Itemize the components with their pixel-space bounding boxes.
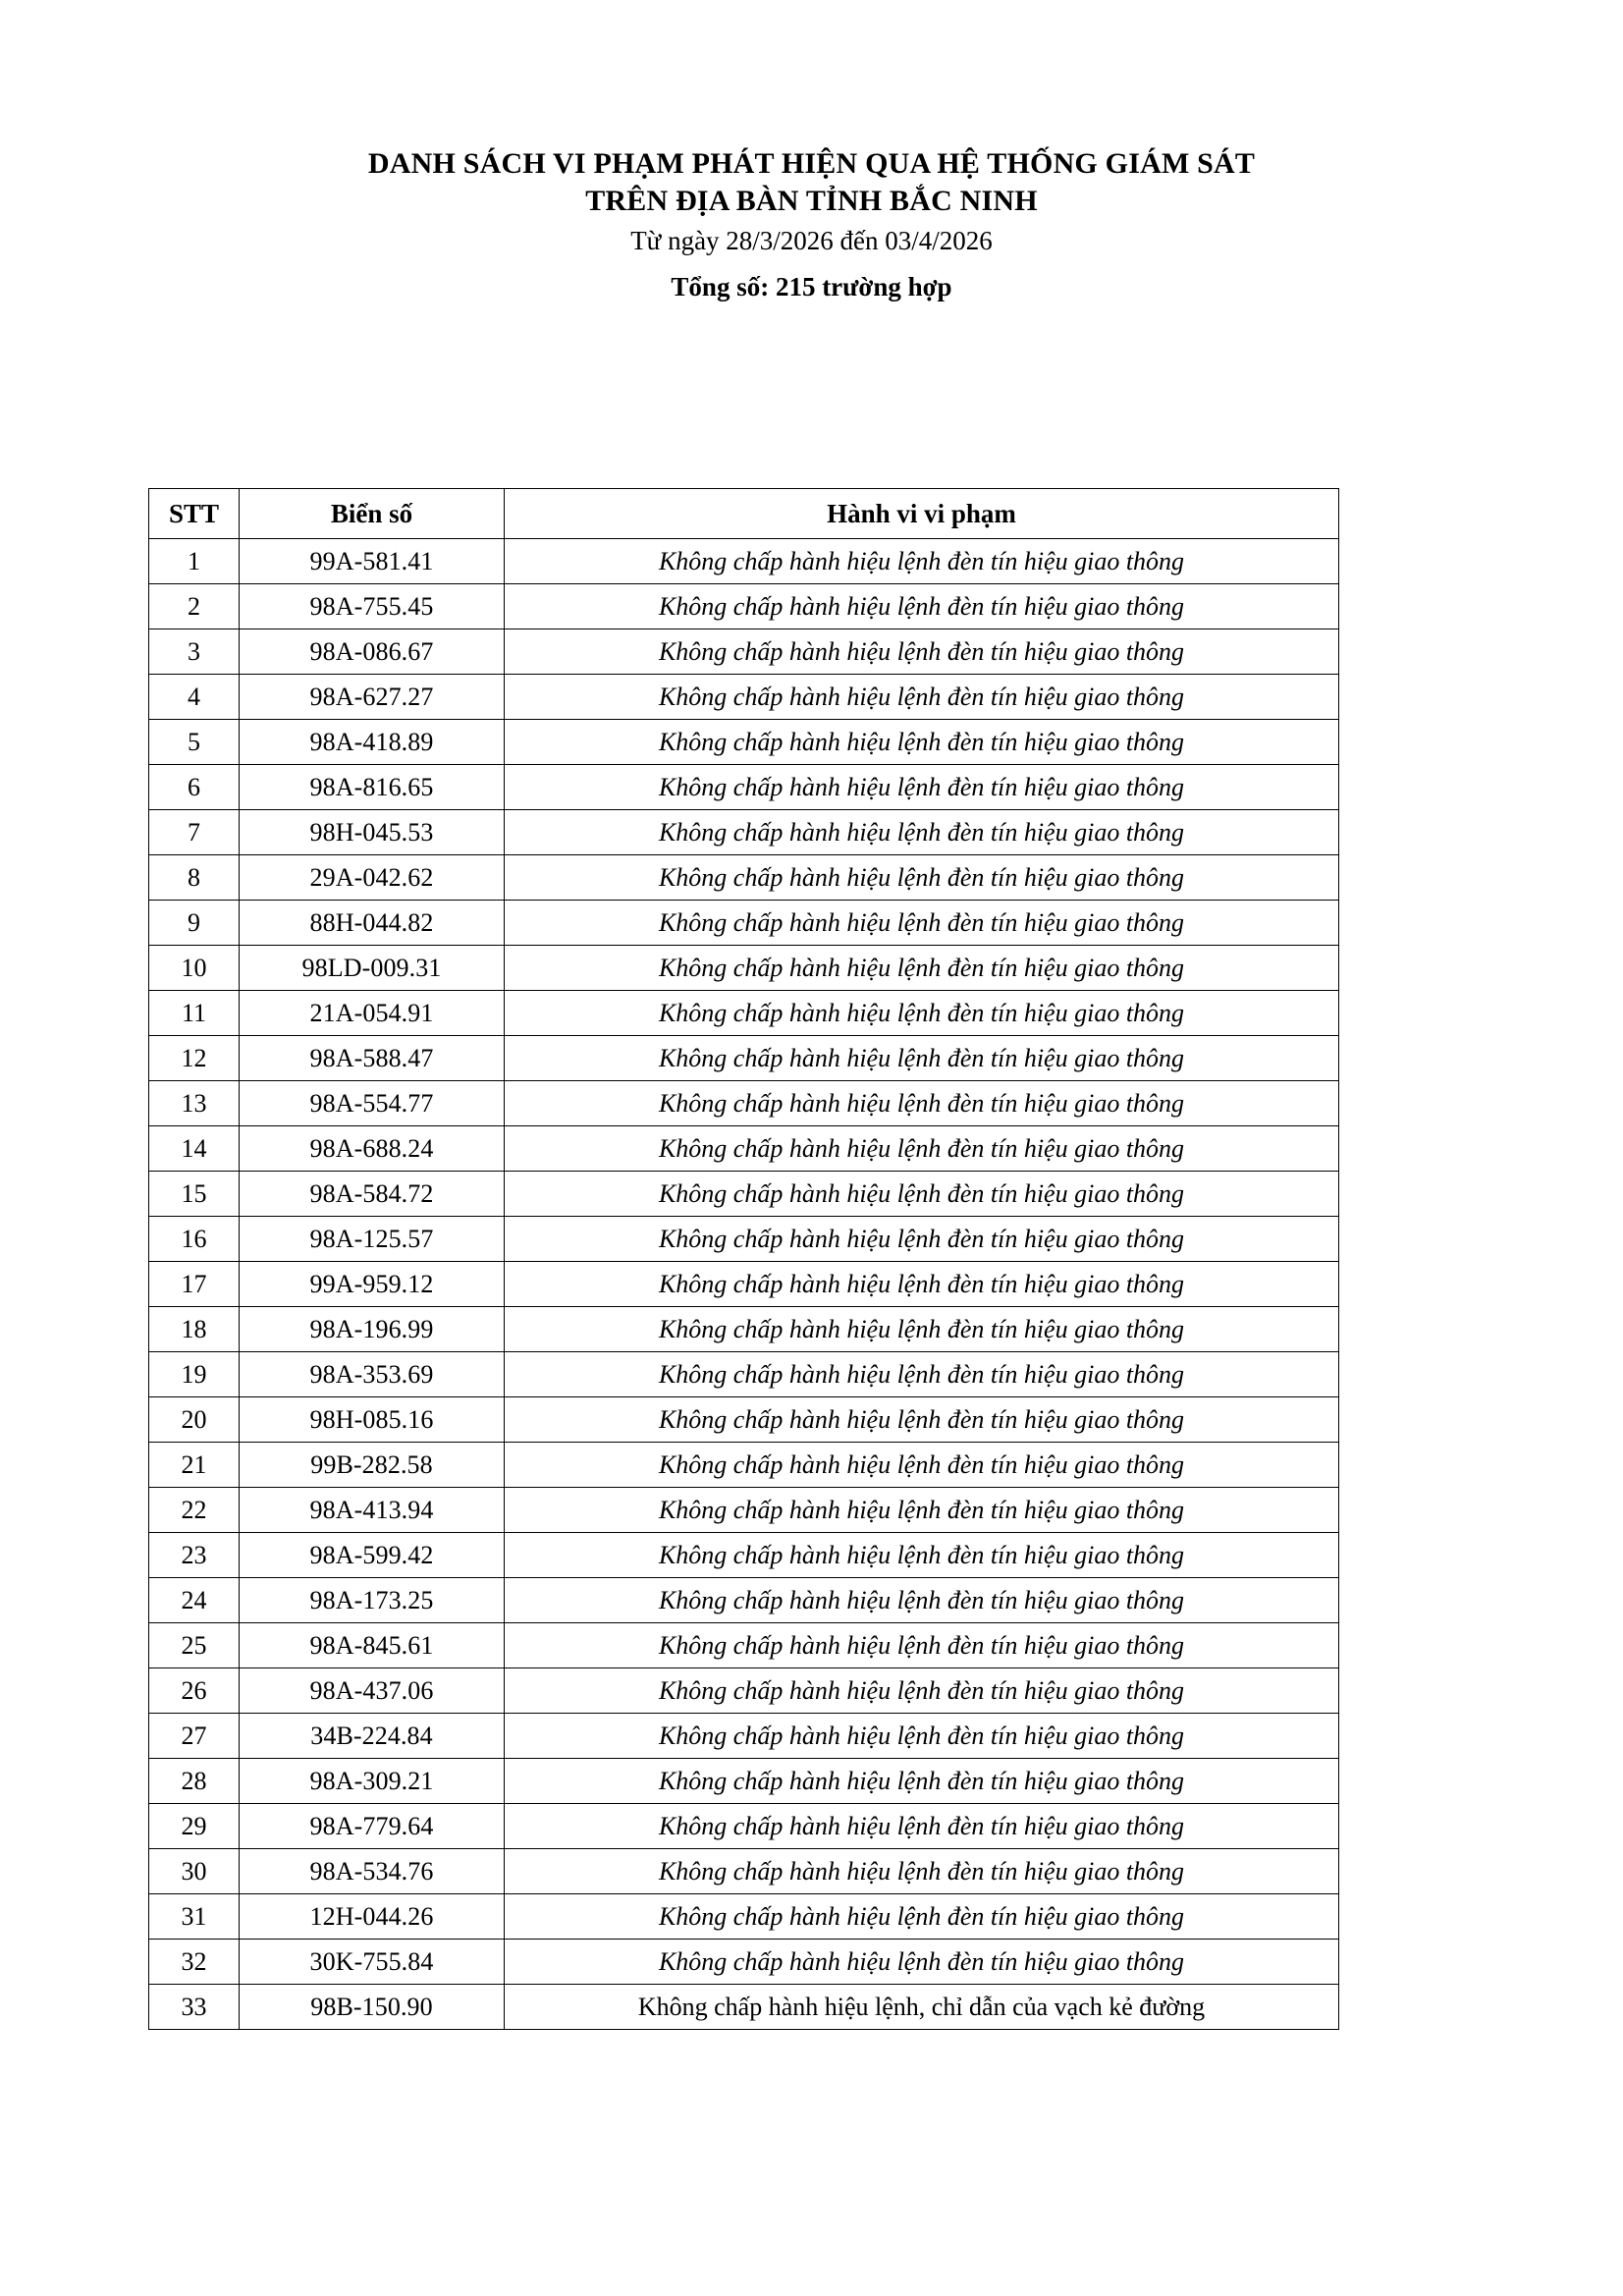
- cell-violation: Không chấp hành hiệu lệnh đèn tín hiệu giao thông: [505, 1488, 1339, 1533]
- cell-stt: 13: [149, 1081, 240, 1126]
- cell-violation: Không chấp hành hiệu lệnh đèn tín hiệu giao thông: [505, 1668, 1339, 1714]
- cell-violation: Không chấp hành hiệu lệnh đèn tín hiệu giao thông: [505, 1217, 1339, 1262]
- cell-plate: 98A-173.25: [240, 1578, 505, 1623]
- cell-plate: 98A-688.24: [240, 1126, 505, 1172]
- cell-violation: Không chấp hành hiệu lệnh đèn tín hiệu giao thông: [505, 1352, 1339, 1397]
- cell-stt: 17: [149, 1262, 240, 1307]
- cell-violation: Không chấp hành hiệu lệnh đèn tín hiệu giao thông: [505, 1443, 1339, 1488]
- cell-plate: 98A-534.76: [240, 1849, 505, 1894]
- cell-stt: 23: [149, 1533, 240, 1578]
- cell-stt: 12: [149, 1036, 240, 1081]
- cell-stt: 14: [149, 1126, 240, 1172]
- cell-stt: 7: [149, 810, 240, 855]
- table-row: [149, 946, 1339, 991]
- cell-violation: Không chấp hành hiệu lệnh đèn tín hiệu giao thông: [505, 1623, 1339, 1668]
- cell-stt: 21: [149, 1443, 240, 1488]
- cell-violation: Không chấp hành hiệu lệnh đèn tín hiệu giao thông: [505, 584, 1339, 629]
- cell-plate: 98A-584.72: [240, 1172, 505, 1217]
- cell-plate: 98A-125.57: [240, 1217, 505, 1262]
- cell-violation: Không chấp hành hiệu lệnh đèn tín hiệu giao thông: [505, 901, 1339, 946]
- cell-plate: 98A-845.61: [240, 1623, 505, 1668]
- table-row: [149, 1578, 1339, 1623]
- cell-stt: 22: [149, 1488, 240, 1533]
- cell-violation: Không chấp hành hiệu lệnh đèn tín hiệu giao thông: [505, 765, 1339, 810]
- date-range-label: Từ ngày 28/3/2026 đến 03/4/2026: [630, 225, 993, 255]
- cell-plate: 98A-779.64: [240, 1804, 505, 1849]
- cell-stt: 3: [149, 629, 240, 675]
- table-row: [149, 991, 1339, 1036]
- cell-violation: Không chấp hành hiệu lệnh đèn tín hiệu giao thông: [505, 1759, 1339, 1804]
- cell-stt: 25: [149, 1623, 240, 1668]
- cell-stt: 18: [149, 1307, 240, 1352]
- cell-plate: 12H-044.26: [240, 1894, 505, 1940]
- cell-plate: 34B-224.84: [240, 1714, 505, 1759]
- cell-violation: Không chấp hành hiệu lệnh đèn tín hiệu giao thông: [505, 1036, 1339, 1081]
- cell-violation: Không chấp hành hiệu lệnh đèn tín hiệu giao thông: [505, 1533, 1339, 1578]
- table-header-row: [149, 489, 1339, 539]
- cell-plate: 29A-042.62: [240, 855, 505, 901]
- cell-stt: 11: [149, 991, 240, 1036]
- table-row: [149, 1623, 1339, 1668]
- table-row: [149, 584, 1339, 629]
- table-row: [149, 720, 1339, 765]
- cell-plate: 98A-599.42: [240, 1533, 505, 1578]
- cell-stt: 8: [149, 855, 240, 901]
- document-title-line-1: DANH SÁCH VI PHẠM PHÁT HIỆN QUA HỆ THỐNG GIÁM SÁT: [367, 147, 1256, 180]
- column-header-violation: Hành vi vi phạm: [505, 489, 1339, 539]
- cell-plate: 98A-418.89: [240, 720, 505, 765]
- cell-violation: Không chấp hành hiệu lệnh đèn tín hiệu giao thông: [505, 1804, 1339, 1849]
- cell-stt: 27: [149, 1714, 240, 1759]
- table-row: [149, 1759, 1339, 1804]
- cell-stt: 30: [149, 1849, 240, 1894]
- cell-plate: 98A-413.94: [240, 1488, 505, 1533]
- table-row: [149, 1894, 1339, 1940]
- cell-plate: 99A-959.12: [240, 1262, 505, 1307]
- cell-stt: 33: [149, 1985, 240, 2030]
- cell-plate: 98A-554.77: [240, 1081, 505, 1126]
- table-row: [149, 675, 1339, 720]
- cell-stt: 4: [149, 675, 240, 720]
- cell-stt: 28: [149, 1759, 240, 1804]
- cell-plate: 98A-588.47: [240, 1036, 505, 1081]
- table-row: [149, 1668, 1339, 1714]
- table-row: [149, 629, 1339, 675]
- cell-violation: Không chấp hành hiệu lệnh, chỉ dẫn của vạch kẻ đường: [505, 1985, 1339, 2030]
- cell-violation: Không chấp hành hiệu lệnh đèn tín hiệu giao thông: [505, 1894, 1339, 1940]
- cell-stt: 6: [149, 765, 240, 810]
- cell-violation: Không chấp hành hiệu lệnh đèn tín hiệu giao thông: [505, 1714, 1339, 1759]
- cell-violation: Không chấp hành hiệu lệnh đèn tín hiệu giao thông: [505, 810, 1339, 855]
- table-row: [149, 1985, 1339, 2030]
- cell-plate: 30K-755.84: [240, 1940, 505, 1985]
- cell-violation: Không chấp hành hiệu lệnh đèn tín hiệu giao thông: [505, 991, 1339, 1036]
- cell-stt: 32: [149, 1940, 240, 1985]
- cell-stt: 24: [149, 1578, 240, 1623]
- cell-stt: 1: [149, 539, 240, 584]
- cell-plate: 98A-196.99: [240, 1307, 505, 1352]
- cell-stt: 20: [149, 1397, 240, 1443]
- table-row: [149, 1804, 1339, 1849]
- cell-plate: 98A-437.06: [240, 1668, 505, 1714]
- document-title-line-2: TRÊN ĐỊA BÀN TỈNH BẮC NINH: [585, 185, 1038, 218]
- cell-violation: Không chấp hành hiệu lệnh đèn tín hiệu giao thông: [505, 675, 1339, 720]
- table-row: [149, 539, 1339, 584]
- table-row: [149, 1488, 1339, 1533]
- table-row: [149, 1262, 1339, 1307]
- cell-plate: 21A-054.91: [240, 991, 505, 1036]
- cell-plate: 98B-150.90: [240, 1985, 505, 2030]
- cell-plate: 98H-085.16: [240, 1397, 505, 1443]
- cell-violation: Không chấp hành hiệu lệnh đèn tín hiệu giao thông: [505, 946, 1339, 991]
- cell-stt: 15: [149, 1172, 240, 1217]
- cell-violation: Không chấp hành hiệu lệnh đèn tín hiệu giao thông: [505, 1940, 1339, 1985]
- table-row: [149, 810, 1339, 855]
- violations-table-container: [148, 488, 1338, 2030]
- cell-plate: 98A-353.69: [240, 1352, 505, 1397]
- cell-violation: Không chấp hành hiệu lệnh đèn tín hiệu giao thông: [505, 1172, 1339, 1217]
- cell-violation: Không chấp hành hiệu lệnh đèn tín hiệu giao thông: [505, 1262, 1339, 1307]
- table-row: [149, 1443, 1339, 1488]
- cell-stt: 5: [149, 720, 240, 765]
- cell-stt: 16: [149, 1217, 240, 1262]
- cell-plate: 88H-044.82: [240, 901, 505, 946]
- cell-violation: Không chấp hành hiệu lệnh đèn tín hiệu giao thông: [505, 1578, 1339, 1623]
- table-row: [149, 1940, 1339, 1985]
- cell-plate: 98LD-009.31: [240, 946, 505, 991]
- table-row: [149, 1217, 1339, 1262]
- cell-plate: 98A-086.67: [240, 629, 505, 675]
- cell-stt: 29: [149, 1804, 240, 1849]
- table-row: [149, 1533, 1339, 1578]
- column-header-stt: STT: [149, 489, 240, 539]
- column-header-plate: Biển số: [240, 489, 505, 539]
- table-row: [149, 855, 1339, 901]
- cell-plate: 98A-309.21: [240, 1759, 505, 1804]
- cell-violation: Không chấp hành hiệu lệnh đèn tín hiệu giao thông: [505, 1126, 1339, 1172]
- cell-violation: Không chấp hành hiệu lệnh đèn tín hiệu giao thông: [505, 1849, 1339, 1894]
- document-header: [0, 145, 1623, 258]
- table-row: [149, 765, 1339, 810]
- table-row: [149, 1397, 1339, 1443]
- cell-plate: 98A-627.27: [240, 675, 505, 720]
- cell-violation: Không chấp hành hiệu lệnh đèn tín hiệu giao thông: [505, 720, 1339, 765]
- table-row: [149, 1036, 1339, 1081]
- table-body: [149, 539, 1339, 2030]
- cell-stt: 26: [149, 1668, 240, 1714]
- table-row: [149, 1126, 1339, 1172]
- cell-plate: 98H-045.53: [240, 810, 505, 855]
- cell-stt: 19: [149, 1352, 240, 1397]
- cell-violation: Không chấp hành hiệu lệnh đèn tín hiệu giao thông: [505, 855, 1339, 901]
- total-count-label: Tổng số: 215 trường hợp: [671, 272, 952, 301]
- cell-plate: 99A-581.41: [240, 539, 505, 584]
- table-row: [149, 1352, 1339, 1397]
- cell-stt: 31: [149, 1894, 240, 1940]
- violations-table: [148, 488, 1339, 2030]
- table-row: [149, 1849, 1339, 1894]
- cell-plate: 99B-282.58: [240, 1443, 505, 1488]
- cell-violation: Không chấp hành hiệu lệnh đèn tín hiệu giao thông: [505, 1307, 1339, 1352]
- table-row: [149, 1081, 1339, 1126]
- cell-violation: Không chấp hành hiệu lệnh đèn tín hiệu giao thông: [505, 1081, 1339, 1126]
- cell-stt: 10: [149, 946, 240, 991]
- table-row: [149, 1172, 1339, 1217]
- table-row: [149, 1714, 1339, 1759]
- cell-plate: 98A-755.45: [240, 584, 505, 629]
- table-row: [149, 1307, 1339, 1352]
- table-header: [149, 489, 1339, 539]
- cell-violation: Không chấp hành hiệu lệnh đèn tín hiệu giao thông: [505, 629, 1339, 675]
- table-row: [149, 901, 1339, 946]
- cell-stt: 2: [149, 584, 240, 629]
- cell-violation: Không chấp hành hiệu lệnh đèn tín hiệu giao thông: [505, 1397, 1339, 1443]
- cell-violation: Không chấp hành hiệu lệnh đèn tín hiệu giao thông: [505, 539, 1339, 584]
- cell-stt: 9: [149, 901, 240, 946]
- cell-plate: 98A-816.65: [240, 765, 505, 810]
